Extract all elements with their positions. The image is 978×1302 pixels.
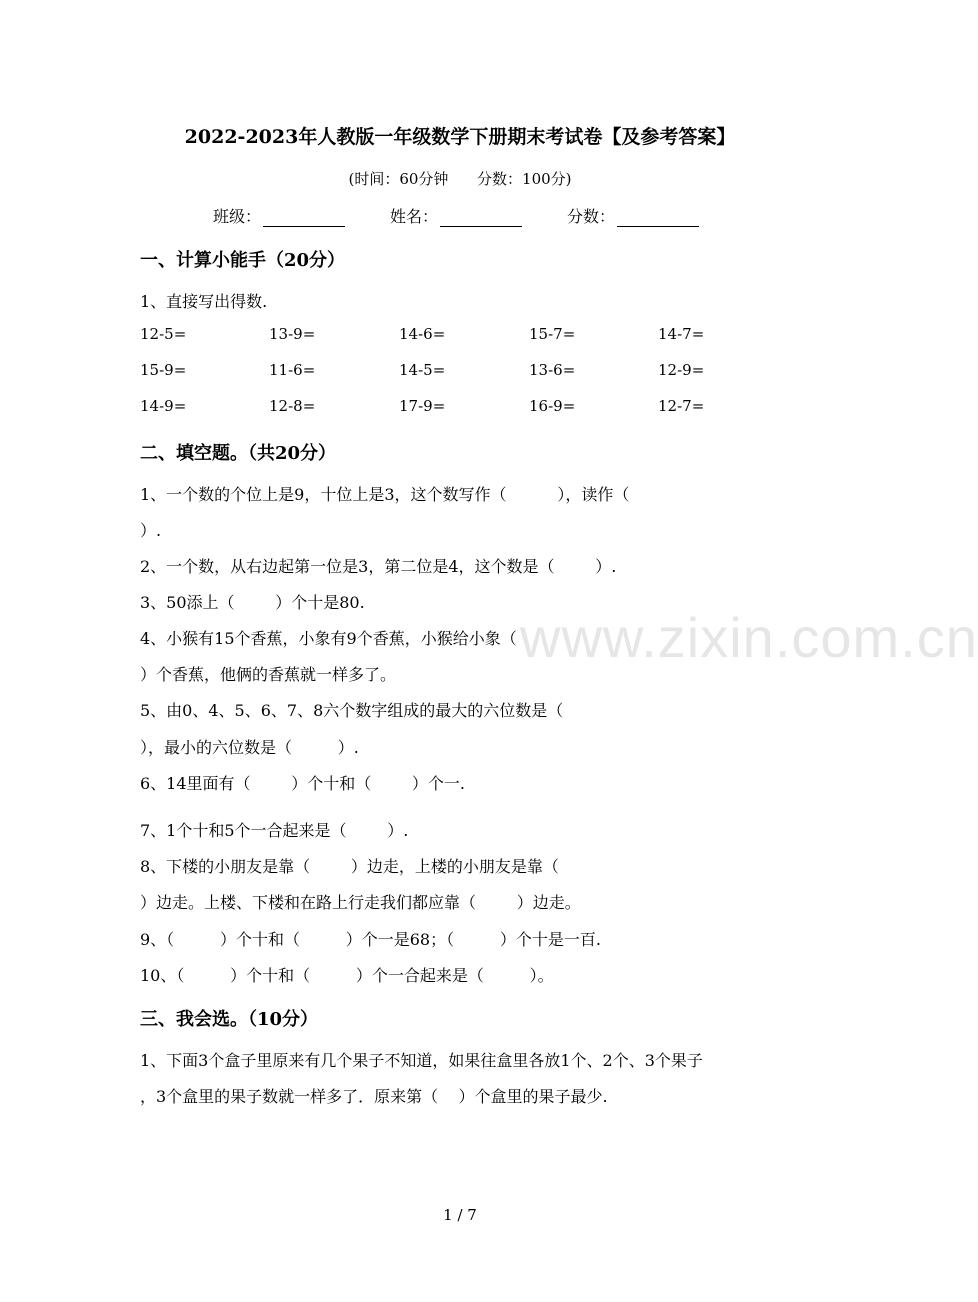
section-3-heading: 三、我会选。（10分）	[140, 1009, 319, 1030]
question-line: ）.	[140, 521, 162, 540]
section-1-heading: 一、计算小能手（20分）	[140, 250, 346, 271]
class-blank[interactable]	[263, 208, 345, 227]
question-line: 6、14里面有（ ）个十和（ ）个一.	[140, 774, 466, 793]
question-line: 3、50添上（ ）个十是80.	[140, 593, 365, 612]
calc-cell: 12-8=	[269, 397, 316, 415]
calc-cell: 17-9=	[399, 397, 446, 415]
exam-title: 2022-2023年人教版一年级数学下册期末考试卷【及参考答案】	[184, 126, 736, 148]
score-field	[567, 204, 699, 227]
score-label: 分数：	[567, 207, 616, 226]
question-line: 4、小猴有15个香蕉，小象有9个香蕉，小猴给小象（	[140, 629, 517, 648]
calc-cell: 12-5=	[140, 325, 187, 343]
calc-cell: 12-9=	[658, 361, 705, 379]
question-line: 7、1个十和5个一合起来是（ ）.	[140, 821, 409, 840]
section-2-heading: 二、填空题。（共20分）	[140, 443, 337, 464]
name-label: 姓名：	[390, 207, 439, 226]
watermark: www.zixin.com.cn	[520, 606, 978, 669]
calc-cell: 11-6=	[269, 361, 316, 379]
question-line: 1、下面3个盒子里原来有几个果子不知道，如果往盒里各放1个、2个、3个果子	[140, 1051, 703, 1070]
calc-cell: 14-9=	[140, 397, 187, 415]
calc-cell: 14-5=	[399, 361, 446, 379]
class-field	[213, 204, 345, 227]
name-field	[390, 204, 522, 227]
calc-cell: 14-6=	[399, 325, 446, 343]
question-line: ），最小的六位数是（ ）.	[140, 738, 359, 757]
calc-cell: 13-9=	[269, 325, 316, 343]
question-line: ）边走。上楼、下楼和在路上行走我们都应靠（ ）边走。	[140, 893, 581, 912]
question-line: 10、（ ）个十和（ ）个一合起来是（ ）。	[140, 966, 554, 985]
question-line: ，3个盒里的果子数就一样多了．原来第（ ）个盒里的果子最少.	[140, 1087, 608, 1106]
page-number: 1 / 7	[443, 1206, 477, 1224]
question-line: 5、由0、4、5、6、7、8六个数字组成的最大的六位数是（	[140, 701, 564, 720]
calc-cell: 13-6=	[529, 361, 576, 379]
question-line: ）个香蕉，他俩的香蕉就一样多了。	[140, 665, 397, 684]
question-line: 8、下楼的小朋友是靠（ ）边走，上楼的小朋友是靠（	[140, 857, 559, 876]
question-line: 2、一个数，从右边起第一位是3，第二位是4，这个数是（ ）.	[140, 557, 617, 576]
question-line: 1、一个数的个位上是9，十位上是3，这个数写作（ ），读作（	[140, 485, 630, 504]
section-1-question-1: 1、直接写出得数.	[140, 292, 268, 311]
name-blank[interactable]	[440, 208, 522, 227]
score-blank[interactable]	[617, 208, 699, 227]
calc-cell: 14-7=	[658, 325, 705, 343]
calc-cell: 15-9=	[140, 361, 187, 379]
class-label: 班级：	[213, 207, 262, 226]
calc-cell: 12-7=	[658, 397, 705, 415]
calc-cell: 16-9=	[529, 397, 576, 415]
exam-subtitle: (时间：60分钟 分数：100分)	[348, 170, 572, 188]
calc-cell: 15-7=	[529, 325, 576, 343]
question-line: 9、（ ）个十和（ ）个一是68；（ ）个十是一百.	[140, 930, 601, 949]
